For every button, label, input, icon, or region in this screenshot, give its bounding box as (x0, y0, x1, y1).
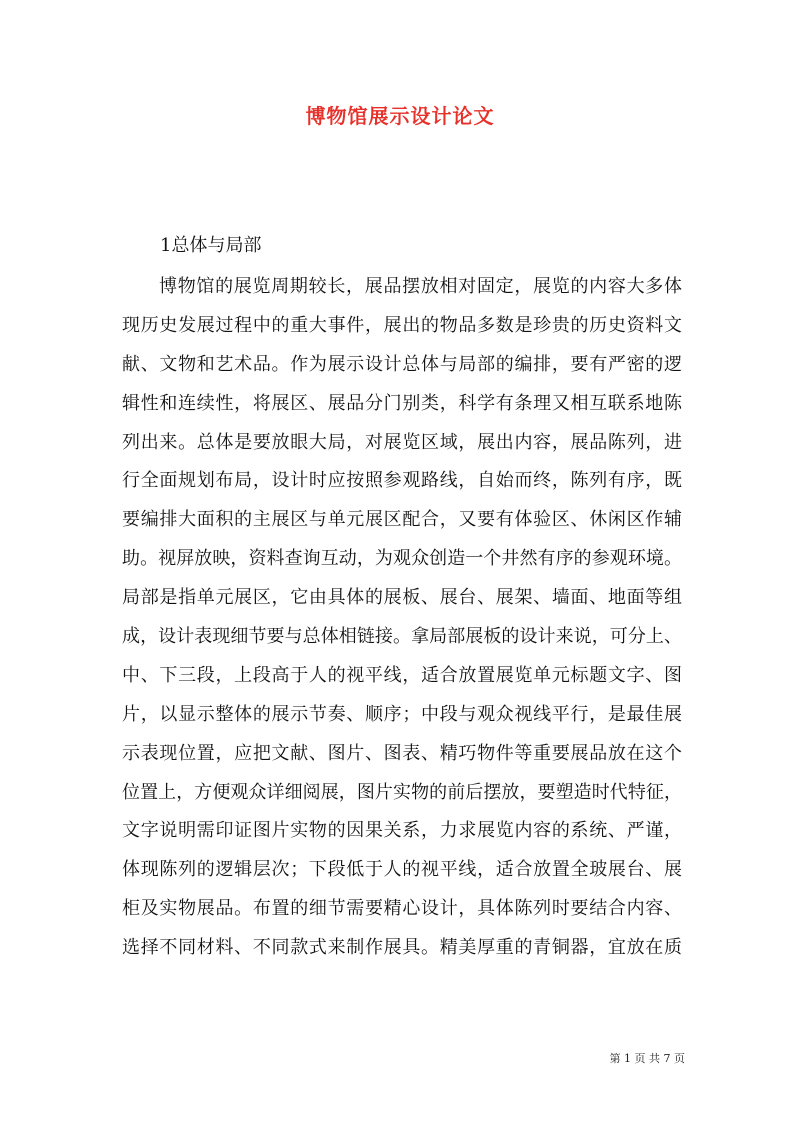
paragraph-line: 献、文物和艺术品。作为展示设计总体与局部的编排，要有严密的逻 (122, 353, 682, 375)
document-title: 博物馆展示设计论文 (305, 104, 495, 128)
paragraph-line: 柜及实物展品。布置的细节需要精心设计，具体陈列时要结合内容、 (122, 898, 682, 920)
page-number-footer: 第 1 页 共 7 页 (609, 1052, 685, 1065)
paragraph-line: 位置上，方便观众详细阅展，图片实物的前后摆放，要塑造时代特征， (122, 781, 682, 803)
paragraph-line: 辑性和连续性，将展区、展品分门别类，科学有条理又相互联系地陈 (122, 392, 682, 414)
paragraph-line: 要编排大面积的主展区与单元展区配合，又要有体验区、休闲区作辅 (122, 509, 682, 531)
paragraph-line: 中、下三段，上段高于人的视平线，适合放置展览单元标题文字、图 (122, 664, 682, 686)
paragraph-line: 成，设计表现细节要与总体相链接。拿局部展板的设计来说，可分上、 (122, 626, 682, 648)
section-heading: 1总体与局部 (160, 235, 262, 256)
body-paragraph (122, 268, 682, 968)
paragraph-line: 体现陈列的逻辑层次；下段低于人的视平线，适合放置全玻展台、展 (122, 859, 682, 881)
paragraph-line: 行全面规划布局，设计时应按照参观路线，自始而终，陈列有序，既 (122, 470, 682, 492)
paragraph-line: 文字说明需印证图片实物的因果关系，力求展览内容的系统、严谨， (122, 820, 682, 842)
paragraph-line: 助。视屏放映，资料查询互动，为观众创造一个井然有序的参观环境。 (122, 548, 682, 570)
paragraph-line: 现历史发展过程中的重大事件，展出的物品多数是珍贵的历史资料文 (122, 314, 682, 336)
paragraph-line: 局部是指单元展区，它由具体的展板、展台、展架、墙面、地面等组 (122, 587, 682, 609)
paragraph-line: 片，以显示整体的展示节奏、顺序；中段与观众视线平行，是最佳展 (122, 703, 682, 725)
paragraph-line: 示表现位置，应把文献、图片、图表、精巧物件等重要展品放在这个 (122, 742, 682, 764)
paragraph-line: 博物馆的展览周期较长，展品摆放相对固定，展览的内容大多体 (159, 276, 682, 297)
paragraph-line: 列出来。总体是要放眼大局，对展览区域，展出内容，展品陈列，进 (122, 431, 682, 453)
paragraph-line: 选择不同材料、不同款式来制作展具。精美厚重的青铜器，宜放在质 (122, 937, 682, 959)
